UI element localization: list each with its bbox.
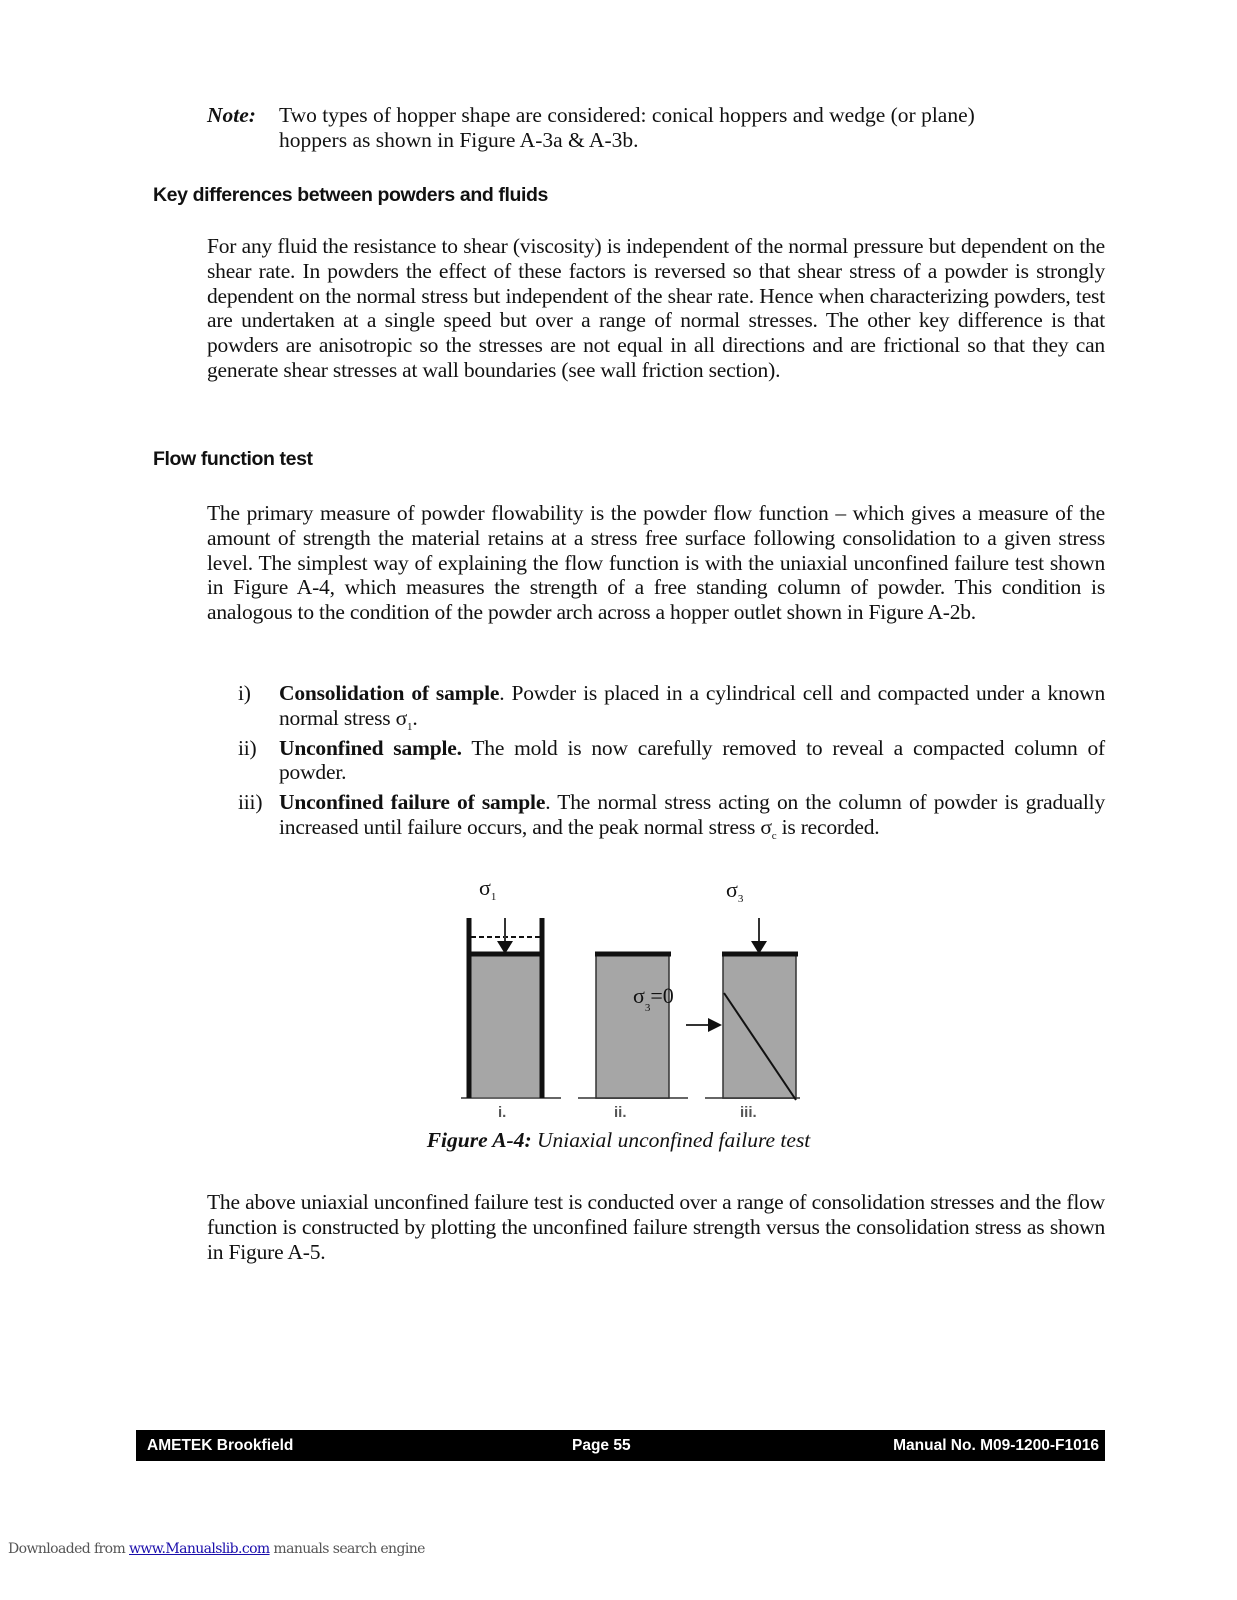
- list-item-number: iii): [238, 790, 263, 815]
- figure-caption: [0, 1128, 1237, 1153]
- list-item: [238, 681, 1105, 731]
- paragraph-key-differences: For any fluid the resistance to shear (viscosity) is independent of the normal pressure but dependent on the shear rate. In powders the effect of these factors is reversed so that shear stress of a powder is strongly dependent on the normal stress but independent of the shear rate. Hence when characterizing powders, test are undertaken at a single speed but over a range of normal stresses. The other key difference is that powders are anisotropic so the stresses are not equal in all directions and are frictional so that they can generate shear stresses at wall boundaries (see wall friction section).: [207, 234, 1105, 382]
- download-prefix: Downloaded from: [8, 1541, 129, 1557]
- panel-label-iii: iii.: [740, 1104, 757, 1121]
- list-item: [238, 790, 1105, 840]
- panel-iii-powder: [723, 954, 796, 1098]
- right-arrow-icon: [708, 1018, 722, 1032]
- panel-ii-column: [578, 954, 688, 1098]
- list-item-title: Consolidation of sample: [279, 681, 500, 705]
- sigma-1-label: $\sigma_1$: [479, 875, 497, 903]
- footer-page-number: Page 55: [572, 1437, 631, 1454]
- note-block: [207, 103, 1107, 153]
- sigma-3-zero-label: $\sigma_3=0$: [633, 983, 674, 1014]
- download-banner: [8, 1541, 425, 1557]
- figure-caption-label: Figure A-4:: [426, 1128, 532, 1152]
- list-item-subscript: c: [771, 829, 777, 842]
- list-item-number: ii): [238, 735, 257, 760]
- section-heading-key-differences: Key differences between powders and fluids: [153, 184, 548, 206]
- list-item-number: i): [238, 681, 251, 705]
- note-line-2: hoppers as shown in Figure A-3a & A-3b.: [279, 127, 639, 152]
- footer-company: AMETEK Brookfield: [147, 1437, 294, 1454]
- panel-i-powder: [469, 954, 542, 1098]
- list-item-title: Unconfined sample.: [279, 735, 462, 760]
- panel-label-i: i.: [498, 1104, 507, 1121]
- download-suffix: manuals search engine: [269, 1541, 425, 1557]
- figure-caption-text: Uniaxial unconfined failure test: [531, 1128, 811, 1152]
- list-item-text-end: .: [412, 705, 418, 730]
- panel-iii-column: [686, 918, 800, 1100]
- list-item-title: Unconfined failure of sample: [279, 790, 546, 815]
- note-label: Note:: [207, 103, 256, 127]
- list-item: [238, 736, 1105, 786]
- paragraph-flow-function: The primary measure of powder flowability is the powder flow function – which gives a measure of the amount of strength the material retains at a stress free surface following consolidation to a given stress level. The simplest way of explaining the flow function is with the uniaxial unconfined failure test shown in Figure A-4, which measures the strength of a free standing column of powder. This condition is analogous to the condition of the powder arch across a hopper outlet shown in Figure A-2b.: [207, 501, 1105, 625]
- panel-i-cell: [461, 918, 561, 1098]
- list-item-text-end: is recorded.: [776, 814, 880, 839]
- figure-a4-diagram: [430, 865, 810, 1125]
- list-item-text: . Powder is placed in a cylindrical cell and compacted under a known normal stress σ: [279, 681, 1105, 730]
- list-item-text: . The normal stress acting on the column of powder is gradually increased until failure occurs, and the peak normal stress σ: [279, 790, 1105, 839]
- section-heading-flow-function: Flow function test: [153, 448, 313, 470]
- list-item-text: The mold is now carefully removed to reveal a compacted column of powder.: [279, 735, 1105, 785]
- uniaxial-test-diagram: [430, 865, 810, 1125]
- footer-manual-number: Manual No. M09-1200-F1016: [893, 1437, 1099, 1454]
- note-line-1: Two types of hopper shape are considered: conical hoppers and wedge (or plane): [279, 103, 975, 127]
- page-footer: [136, 1430, 1105, 1461]
- list-item-subscript: 1: [407, 720, 413, 733]
- sigma-3-top-label: $\sigma_3$: [726, 877, 744, 905]
- panel-label-ii: ii.: [614, 1104, 627, 1121]
- paragraph-closing: The above uniaxial unconfined failure test is conducted over a range of consolidation stresses and the flow function is constructed by plotting the unconfined failure strength versus the consolidation stress as shown in Figure A-5.: [207, 1190, 1105, 1264]
- panel-ii-powder: [596, 954, 669, 1098]
- steps-list: [238, 681, 1105, 845]
- manualslib-link[interactable]: www.Manualslib.com: [129, 1541, 270, 1557]
